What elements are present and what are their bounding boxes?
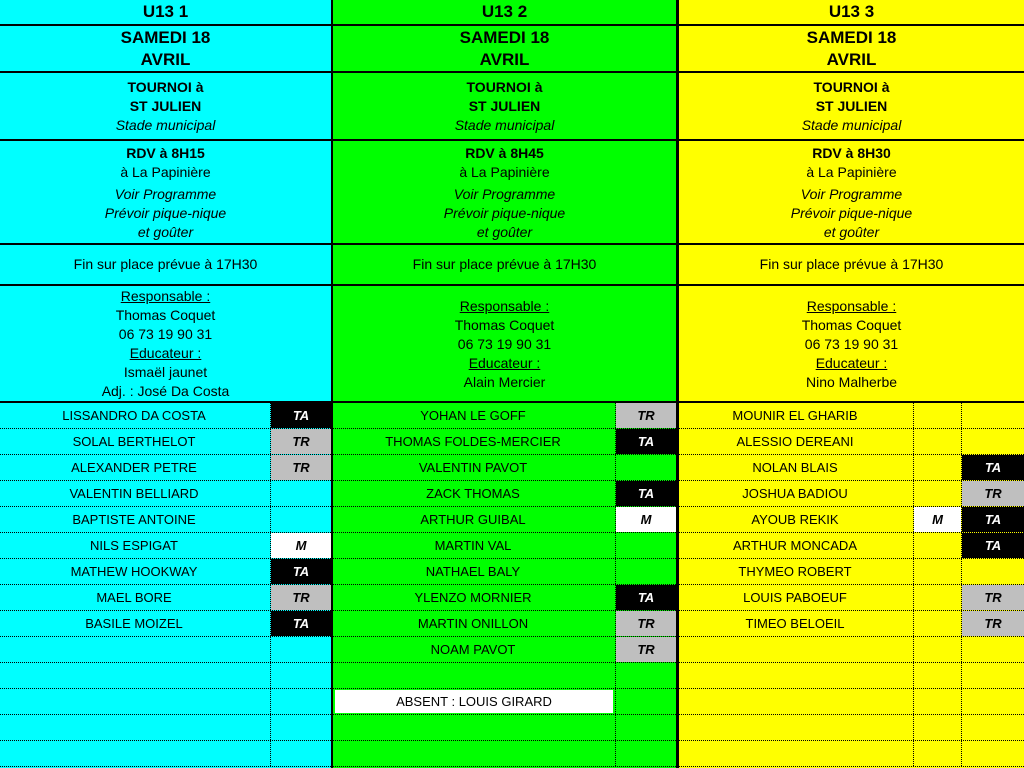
player-name: NOAM PAVOT (430, 642, 516, 657)
player-row (679, 481, 1024, 507)
player-row (333, 689, 676, 715)
status-badge (271, 741, 331, 766)
venue: Stade municipal (115, 116, 216, 133)
status-badge (616, 559, 676, 584)
responsable-name: Thomas Coquet (454, 316, 555, 333)
status-badge (962, 741, 1024, 766)
educateur-label: Educateur : (815, 354, 888, 371)
staff-info (679, 286, 1024, 402)
phone-number: 06 73 19 90 31 (118, 326, 213, 342)
venue: Stade municipal (454, 116, 555, 133)
status-badge: TA (962, 455, 1024, 480)
status-badge: TR (962, 585, 1024, 610)
team-title (333, 0, 676, 24)
player-row (333, 533, 676, 559)
educateur-name: Nino Malherbe (805, 373, 898, 390)
player-row (0, 637, 331, 663)
date-line: SAMEDI 18 (806, 27, 897, 47)
player-row (333, 585, 676, 611)
phone-number: 06 73 19 90 31 (457, 335, 552, 352)
player-row (679, 507, 1024, 533)
status-badge (962, 559, 1024, 584)
player-name: MAEL BORE (96, 590, 172, 605)
status-badge (271, 481, 331, 506)
status-badge: TR (616, 611, 676, 636)
responsable-label: Responsable : (120, 288, 211, 304)
player-row (0, 455, 331, 481)
status-badge: TR (962, 611, 1024, 636)
team-column-u13-2 (333, 0, 676, 768)
rdv-place: à La Papinière (120, 163, 211, 180)
educateur-name: Ismaël jaunet (123, 364, 208, 380)
notes (679, 184, 1024, 243)
status-badge (914, 559, 961, 584)
player-name (333, 663, 613, 688)
player-row (0, 429, 331, 455)
player-row (333, 741, 676, 767)
player-name: VALENTIN BELLIARD (69, 486, 199, 501)
note-line: et goûter (823, 224, 880, 240)
end-info (679, 245, 1024, 284)
status-badge (914, 585, 961, 610)
phone-number: 06 73 19 90 31 (804, 335, 899, 352)
status-badge (616, 741, 676, 766)
status-badge (271, 689, 331, 714)
status-badge (914, 637, 961, 662)
event-line: TOURNOI à (813, 78, 890, 95)
player-row (333, 715, 676, 741)
responsable-name: Thomas Coquet (115, 307, 216, 323)
end-time: Fin sur place prévue à 17H30 (759, 256, 944, 272)
player-row (333, 663, 676, 689)
player-row (0, 403, 331, 429)
player-name: ARTHUR MONCADA (733, 538, 857, 553)
player-row (679, 533, 1024, 559)
player-row (679, 637, 1024, 663)
player-name: ALESSIO DEREANI (736, 434, 854, 449)
player-name: SOLAL BERTHELOT (72, 434, 196, 449)
end-time: Fin sur place prévue à 17H30 (412, 256, 597, 272)
status-badge: TA (616, 481, 676, 506)
status-badge (914, 663, 961, 688)
player-row (333, 481, 676, 507)
status-badge: TR (271, 429, 331, 454)
note-line: Prévoir pique-nique (443, 205, 566, 221)
absent-note: ABSENT : LOUIS GIRARD (335, 690, 613, 713)
player-name: MATHEW HOOKWAY (70, 564, 198, 579)
player-row (333, 611, 676, 637)
player-row (679, 403, 1024, 429)
player-row (333, 507, 676, 533)
team-name: U13 3 (828, 2, 875, 21)
note-line: Voir Programme (114, 186, 217, 202)
date-line: AVRIL (826, 49, 877, 69)
event-line: TOURNOI à (127, 78, 204, 95)
player-row (333, 559, 676, 585)
status-badge (914, 455, 961, 480)
player-row (679, 689, 1024, 715)
date-line: AVRIL (140, 49, 191, 69)
player-name (0, 663, 268, 688)
player-name: ARTHUR GUIBAL (420, 512, 526, 527)
status-badge (962, 637, 1024, 662)
event-line: ST JULIEN (468, 97, 541, 114)
status-badge (914, 403, 961, 428)
staff-info (333, 286, 676, 402)
player-row (0, 663, 331, 689)
player-name: VALENTIN PAVOT (418, 460, 528, 475)
player-name: NATHAEL BALY (425, 564, 521, 579)
status-badge: TA (616, 429, 676, 454)
player-name (679, 689, 911, 714)
status-badge: TA (962, 533, 1024, 558)
player-row (679, 715, 1024, 741)
player-row (333, 455, 676, 481)
status-badge: TR (616, 637, 676, 662)
status-badge (962, 663, 1024, 688)
player-row (333, 637, 676, 663)
staff-info (0, 286, 331, 402)
player-row (0, 559, 331, 585)
status-badge (271, 637, 331, 662)
player-name (0, 741, 268, 766)
player-name (0, 637, 268, 662)
status-badge: M (616, 507, 676, 532)
rdv-time: RDV à 8H30 (812, 144, 891, 161)
player-name: JOSHUA BADIOU (742, 486, 848, 501)
player-row (679, 663, 1024, 689)
player-row (333, 403, 676, 429)
event-info (333, 73, 676, 139)
status-badge: TA (962, 507, 1024, 532)
rdv-time: RDV à 8H15 (126, 144, 205, 161)
status-badge: TA (616, 585, 676, 610)
status-badge: TR (616, 403, 676, 428)
player-name: YOHAN LE GOFF (420, 408, 526, 423)
end-time: Fin sur place prévue à 17H30 (73, 256, 258, 272)
team-title (679, 0, 1024, 24)
player-name: LISSANDRO DA COSTA (62, 408, 206, 423)
status-badge (914, 533, 961, 558)
player-name: LOUIS PABOEUF (743, 590, 847, 605)
status-badge (962, 429, 1024, 454)
status-badge (962, 715, 1024, 740)
player-name: THYMEO ROBERT (738, 564, 852, 579)
status-badge: TR (962, 481, 1024, 506)
status-badge: M (271, 533, 331, 558)
team-name: U13 1 (142, 2, 189, 21)
note-line: Voir Programme (800, 186, 903, 202)
player-row (0, 741, 331, 767)
rdv-place: à La Papinière (459, 163, 550, 180)
player-name: MOUNIR EL GHARIB (732, 408, 858, 423)
event-line: ST JULIEN (815, 97, 888, 114)
rdv-place: à La Papinière (806, 163, 897, 180)
status-badge: TR (271, 585, 331, 610)
player-name (679, 663, 911, 688)
notes (333, 184, 676, 243)
player-row (0, 689, 331, 715)
player-row (333, 429, 676, 455)
player-name: AYOUB REKIK (751, 512, 839, 527)
status-badge: TA (271, 611, 331, 636)
status-badge: TR (271, 455, 331, 480)
note-line: Prévoir pique-nique (790, 205, 913, 221)
status-badge: TA (271, 403, 331, 428)
status-badge (914, 611, 961, 636)
status-badge (914, 429, 961, 454)
end-info (333, 245, 676, 284)
player-name (333, 715, 613, 740)
player-row (679, 611, 1024, 637)
player-name: YLENZO MORNIER (414, 590, 532, 605)
educateur-label: Educateur : (129, 345, 202, 361)
responsable-name: Thomas Coquet (801, 316, 902, 333)
adjoint-name: Adj. : José Da Costa (101, 383, 230, 399)
team-title (0, 0, 331, 24)
team-column-u13-3 (679, 0, 1024, 768)
player-name: TIMEO BELOEIL (745, 616, 845, 631)
match-date (679, 26, 1024, 71)
note-line: Voir Programme (453, 186, 556, 202)
player-name: MARTIN ONILLON (417, 616, 529, 631)
educateur-label: Educateur : (468, 354, 541, 371)
player-row (0, 585, 331, 611)
player-row (679, 559, 1024, 585)
responsable-label: Responsable : (459, 297, 550, 314)
status-badge (962, 689, 1024, 714)
status-badge (914, 741, 961, 766)
player-row (679, 585, 1024, 611)
status-badge: TA (271, 559, 331, 584)
notes (0, 184, 331, 243)
venue: Stade municipal (801, 116, 902, 133)
event-info (679, 73, 1024, 139)
event-line: TOURNOI à (466, 78, 543, 95)
player-row (0, 611, 331, 637)
player-row (0, 715, 331, 741)
player-name (333, 741, 613, 766)
player-name: BASILE MOIZEL (85, 616, 183, 631)
player-name: NOLAN BLAIS (752, 460, 838, 475)
player-row (0, 533, 331, 559)
status-badge (616, 663, 676, 688)
status-badge (271, 715, 331, 740)
meeting-info (679, 141, 1024, 184)
event-line: ST JULIEN (129, 97, 202, 114)
player-name: THOMAS FOLDES-MERCIER (385, 434, 561, 449)
player-name: BAPTISTE ANTOINE (72, 512, 196, 527)
status-badge (616, 715, 676, 740)
status-badge (616, 455, 676, 480)
status-badge (271, 507, 331, 532)
player-name: ALEXANDER PETRE (71, 460, 197, 475)
date-line: AVRIL (479, 49, 530, 69)
team-column-u13-1 (0, 0, 331, 768)
status-badge (271, 663, 331, 688)
player-name: ZACK THOMAS (426, 486, 520, 501)
note-line: et goûter (137, 224, 194, 240)
date-line: SAMEDI 18 (120, 27, 211, 47)
player-name (679, 741, 911, 766)
status-badge: M (914, 507, 961, 532)
meeting-info (333, 141, 676, 184)
note-line: et goûter (476, 224, 533, 240)
match-date (333, 26, 676, 71)
player-row (679, 741, 1024, 767)
player-row (0, 507, 331, 533)
meeting-info (0, 141, 331, 184)
status-badge (616, 533, 676, 558)
rdv-time: RDV à 8H45 (465, 144, 544, 161)
team-name: U13 2 (481, 2, 528, 21)
status-badge (914, 481, 961, 506)
player-name (679, 715, 911, 740)
player-row (0, 481, 331, 507)
player-name: NILS ESPIGAT (90, 538, 178, 553)
status-badge (914, 715, 961, 740)
event-info (0, 73, 331, 139)
player-row (679, 455, 1024, 481)
responsable-label: Responsable : (806, 297, 897, 314)
player-name (0, 715, 268, 740)
educateur-name: Alain Mercier (463, 373, 546, 390)
status-badge (914, 689, 961, 714)
status-badge (962, 403, 1024, 428)
note-line: Prévoir pique-nique (104, 205, 227, 221)
player-name (679, 637, 911, 662)
match-date (0, 26, 331, 71)
player-name: MARTIN VAL (434, 538, 512, 553)
player-name (0, 689, 268, 714)
player-row (679, 429, 1024, 455)
date-line: SAMEDI 18 (459, 27, 550, 47)
end-info (0, 245, 331, 284)
status-badge (616, 689, 676, 714)
